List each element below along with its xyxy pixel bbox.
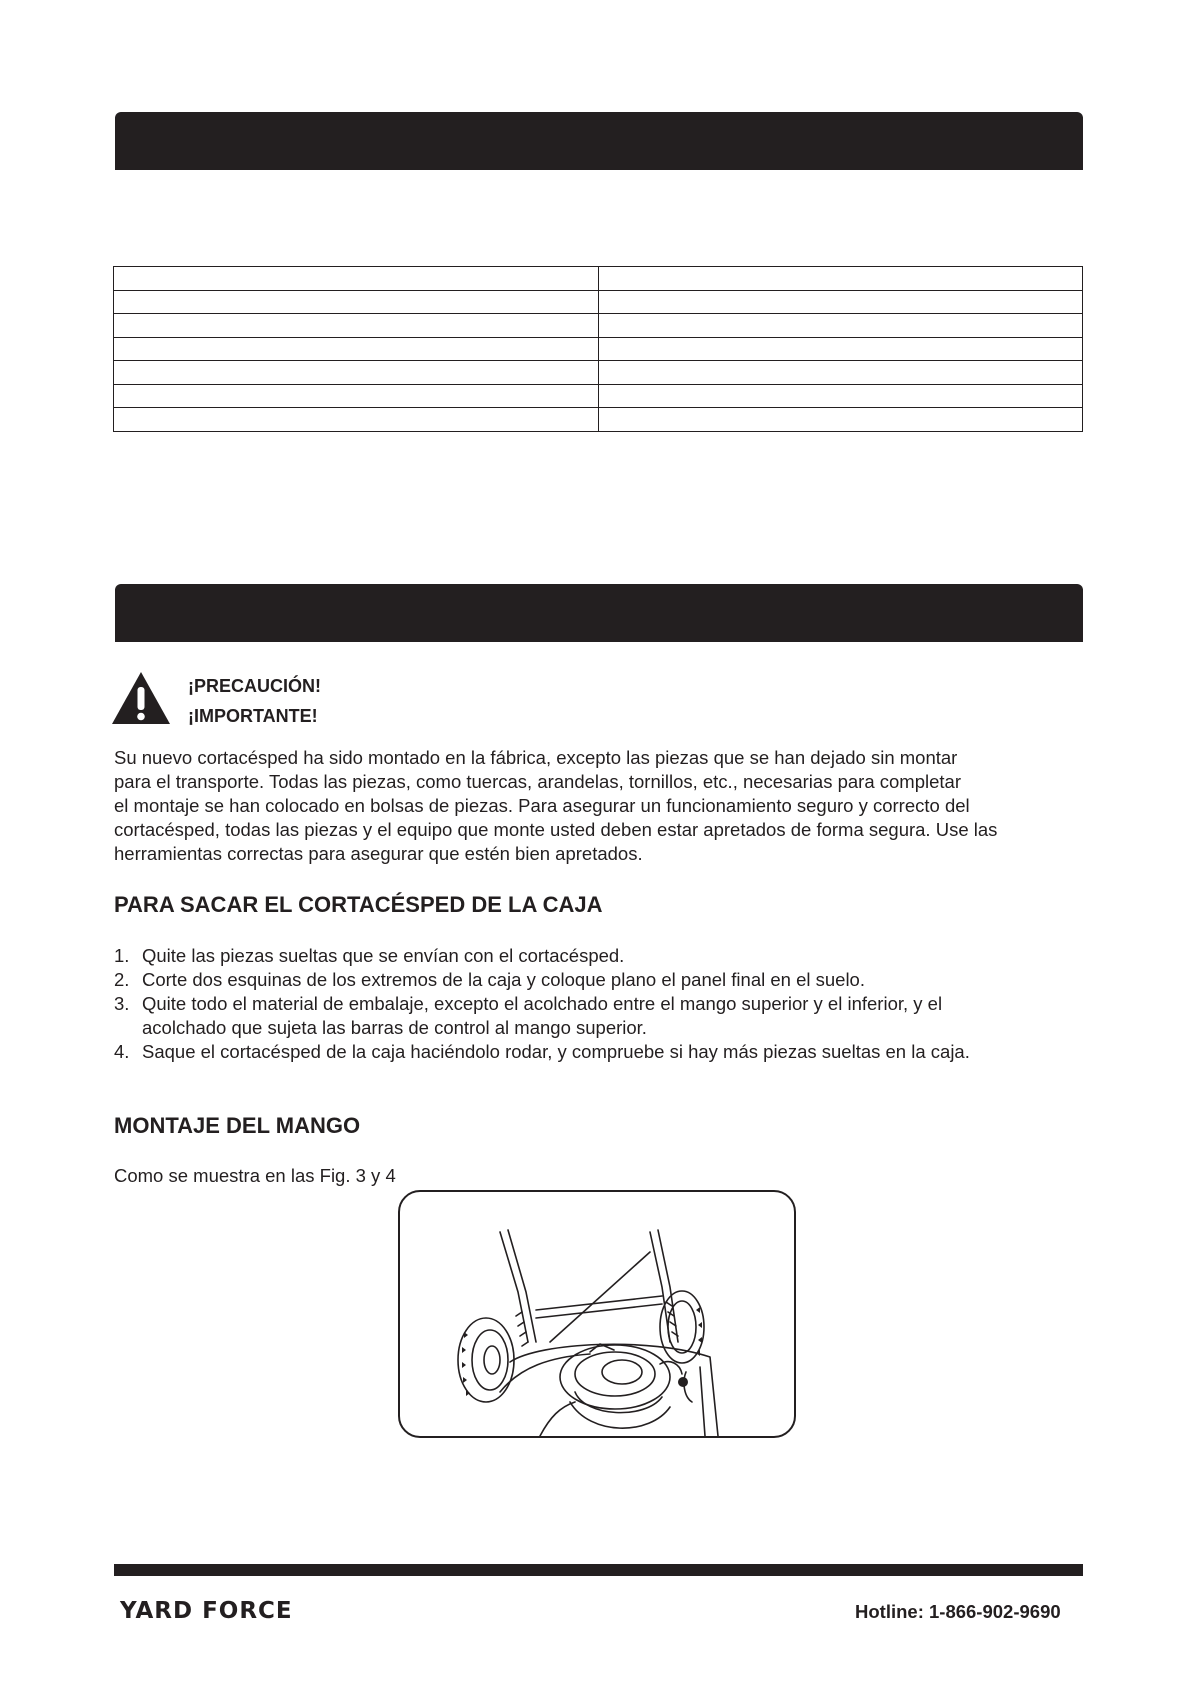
handle-assembly-heading: MONTAJE DEL MANGO: [114, 1113, 361, 1138]
table-cell: [598, 267, 1083, 291]
lawnmower-figure: [398, 1190, 796, 1438]
table-cell: [598, 384, 1083, 408]
intro-line: para el transporte. Todas las piezas, como tuercas, arandelas, tornillos, etc., necesarias para completar: [114, 771, 961, 792]
table-cell: [598, 314, 1083, 338]
step-number: 3.: [114, 993, 130, 1014]
table-cell: [598, 408, 1083, 432]
warning-triangle-icon: [110, 670, 172, 726]
table-cell: [114, 337, 599, 361]
intro-line: cortacésped, todas las piezas y el equipo que monte usted deben estar apretados de forma segura. Use las: [114, 819, 998, 840]
table-row: [114, 290, 1083, 314]
table-cell: [114, 314, 599, 338]
list-item: [114, 992, 1094, 1040]
unboxing-steps: [114, 944, 1094, 1064]
table-row: [114, 267, 1083, 291]
step-text: Quite las piezas sueltas que se envían con el cortacésped.: [142, 945, 625, 966]
step-number: 2.: [114, 969, 130, 990]
table-cell: [114, 267, 599, 291]
hotline-text: Hotline: 1-866-902-9690: [855, 1601, 1061, 1622]
unboxing-heading: PARA SACAR EL CORTACÉSPED DE LA CAJA: [114, 892, 603, 917]
step-text: Corte dos esquinas de los extremos de la caja y coloque plano el panel final en el suelo.: [142, 969, 865, 990]
step-text: Quite todo el material de embalaje, excepto el acolchado entre el mango superior y el inferior, y el acolchado que sujeta las barras de control al mango superior.: [142, 993, 943, 1038]
table-row: [114, 361, 1083, 385]
table-cell: [598, 337, 1083, 361]
table-row: [114, 314, 1083, 338]
list-item: [114, 1040, 1094, 1064]
intro-line: el montaje se han colocado en bolsas de piezas. Para asegurar un funcionamiento seguro y correcto del: [114, 795, 970, 816]
table-cell: [114, 290, 599, 314]
table-row: [114, 384, 1083, 408]
table-cell: [114, 361, 599, 385]
intro-line: Su nuevo cortacésped ha sido montado en la fábrica, excepto las piezas que se han dejado sin montar: [114, 747, 958, 768]
table-row: [114, 408, 1083, 432]
list-item: [114, 968, 1094, 992]
brand-logo: YARD FORCE: [120, 1598, 293, 1624]
table-row: [114, 337, 1083, 361]
intro-paragraph: [114, 746, 1094, 866]
table-cell: [598, 290, 1083, 314]
caution-label: ¡PRECAUCIÓN!: [188, 676, 321, 696]
list-item: [114, 944, 1094, 968]
section-header-bar-top: [115, 112, 1083, 170]
table-cell: [598, 361, 1083, 385]
step-number: 4.: [114, 1041, 130, 1062]
section-header-bar-assembly: [115, 584, 1083, 642]
lawnmower-illustration: [400, 1192, 794, 1436]
table-cell: [114, 384, 599, 408]
specifications-table: [113, 266, 1083, 432]
step-number: 1.: [114, 945, 130, 966]
intro-line: herramientas correctas para asegurar que estén bien apretados.: [114, 843, 643, 864]
footer-rule: [114, 1564, 1083, 1576]
step-text: Saque el cortacésped de la caja haciéndolo rodar, y compruebe si hay más piezas sueltas en la caja.: [142, 1041, 970, 1062]
table-cell: [114, 408, 599, 432]
figure-caption: Como se muestra en las Fig. 3 y 4: [114, 1165, 396, 1186]
important-label: ¡IMPORTANTE!: [188, 706, 318, 726]
